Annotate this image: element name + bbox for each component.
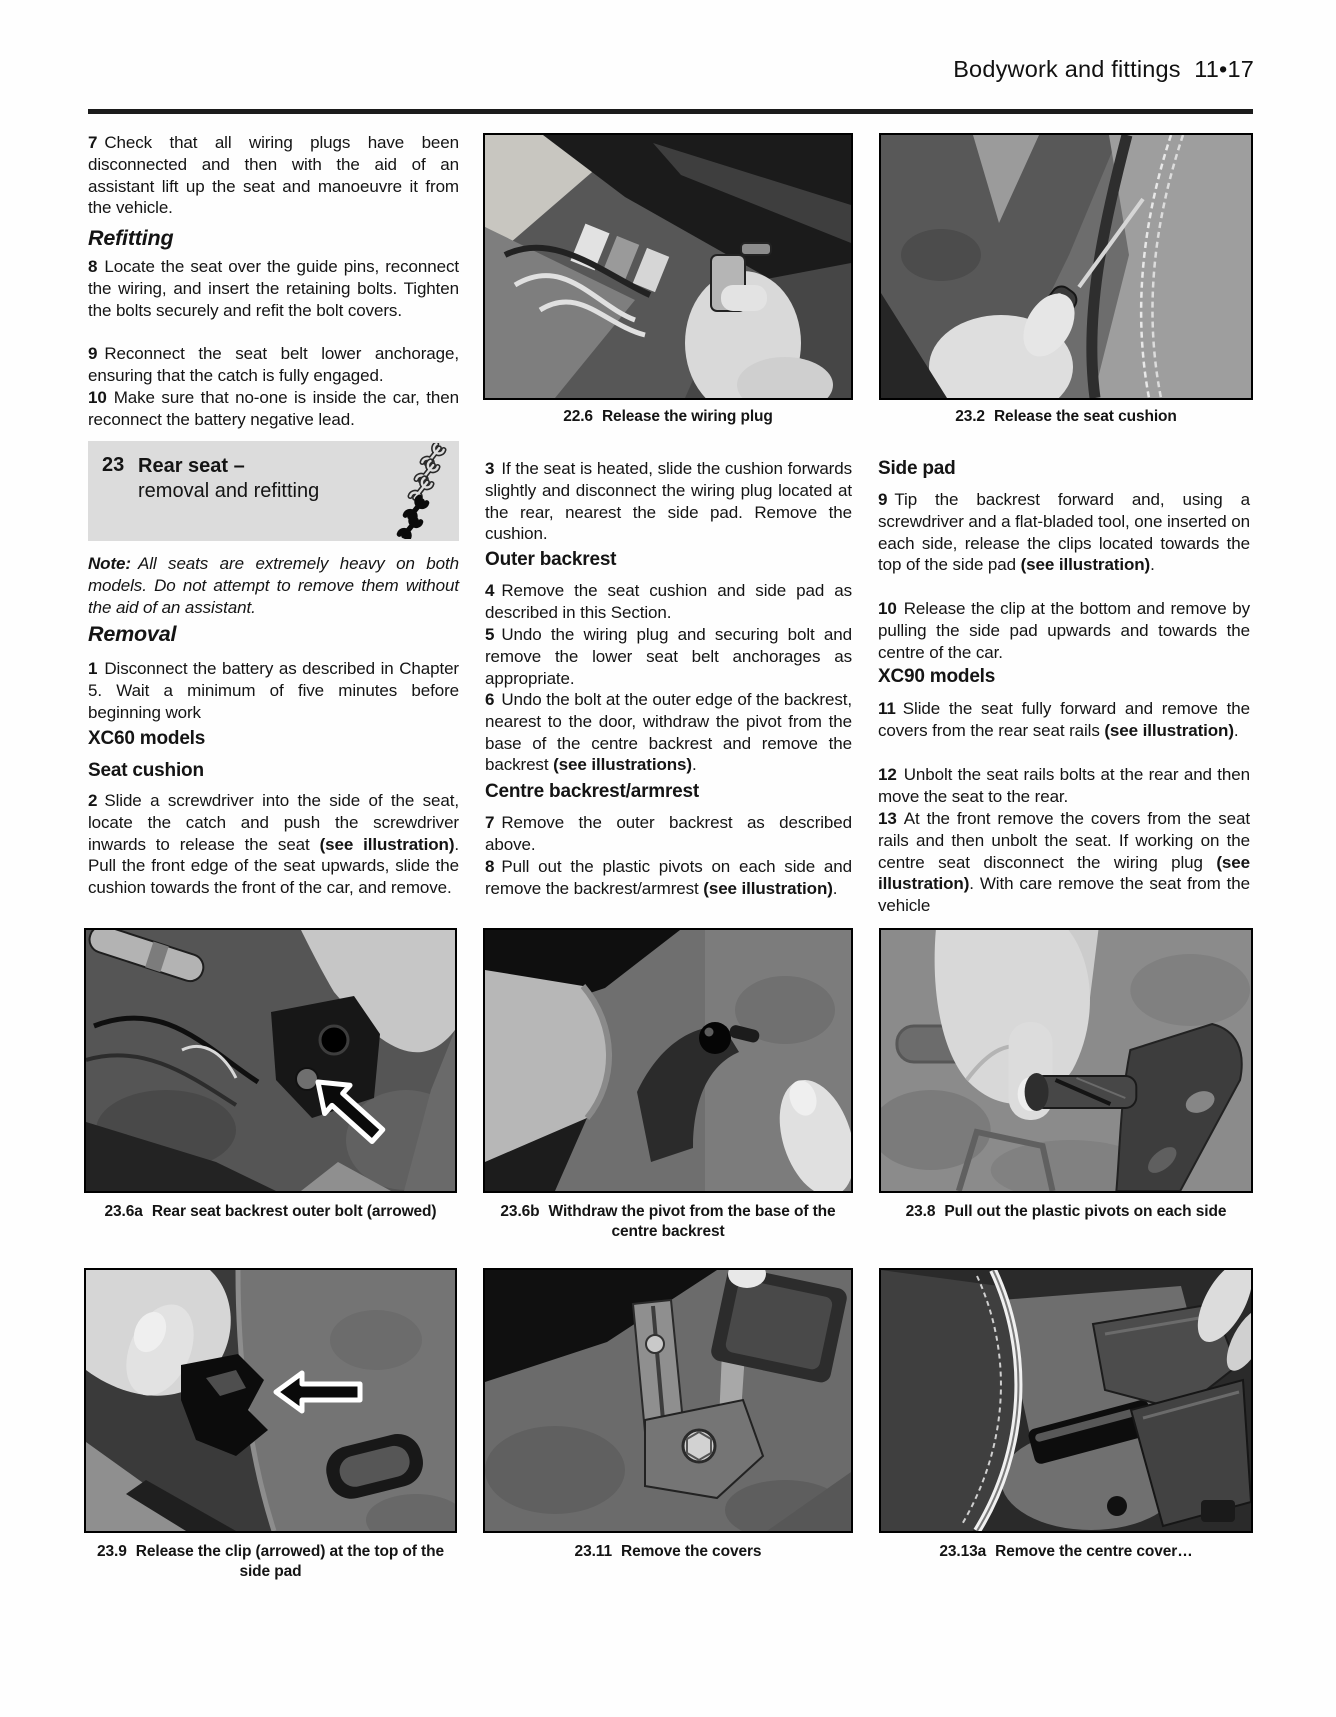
caption-23-6a: 23.6a Rear seat backrest outer bolt (arrowed) — [104, 1203, 437, 1220]
step-8: 8 Locate the seat over the guide pins, reconnect the wiring, and insert the retaining bolts. Tighten the bolts securely and refit the bolt covers. — [88, 257, 459, 320]
photo-23-6b-withdraw-pivot — [483, 928, 853, 1193]
section-number: 23 — [102, 454, 125, 476]
step-9: 9 Reconnect the seat belt lower anchorage, ensuring that the catch is fully engaged. — [88, 344, 459, 385]
caption-23-13a: 23.13a Remove the centre cover… — [939, 1543, 1193, 1560]
heading-xc60-models: XC60 models — [88, 728, 206, 749]
step-13: 13 At the front remove the covers from the seat rails and then unbolt the seat. If working on the centre seat disconnect the wiring plug (see illustration). With care remove the seat from the vehicle — [878, 809, 1250, 916]
caption-23-9: 23.9 Release the clip (arrowed) at the top of the side pad — [96, 1543, 444, 1580]
heading-side-pad: Side pad — [878, 458, 956, 479]
header-title-text: Bodywork and fittings — [953, 56, 1181, 82]
step-3: 3 If the seat is heated, slide the cushion forwards slightly and disconnect the wiring plug located at the rear, nearest the side pad. Remove the cushion. — [485, 459, 852, 544]
section-23-header-box — [88, 441, 459, 541]
step-4: 4 Remove the seat cushion and side pad as described in this Section. — [485, 581, 852, 622]
step-12: 12 Unbolt the seat rails bolts at the rear and then move the seat to the rear. — [878, 765, 1250, 806]
header-page-number: 11•17 — [1194, 56, 1254, 82]
difficulty-wrench-icon — [389, 443, 453, 539]
photo-23-6a-outer-bolt — [84, 928, 457, 1193]
heading-seat-cushion: Seat cushion — [88, 760, 204, 781]
note-paragraph: Note: All seats are extremely heavy on both models. Do not attempt to remove them without the aid of an assistant. — [88, 554, 459, 617]
step-10: 10 Make sure that no-one is inside the car, then reconnect the battery negative lead. — [88, 388, 459, 429]
step-7-centre: 7 Remove the outer backrest as described above. — [485, 813, 852, 854]
step-8-centre: 8 Pull out the plastic pivots on each side and remove the backrest/armrest (see illustration). — [485, 857, 852, 898]
photo-23-2-release-seat-cushion — [879, 133, 1253, 400]
step-11: 11 Slide the seat fully forward and remove the covers from the rear seat rails (see illustration). — [878, 699, 1250, 740]
heading-removal: Removal — [88, 622, 177, 646]
caption-23-11: 23.11 Remove the covers — [574, 1543, 762, 1560]
heading-xc90-models: XC90 models — [878, 666, 996, 687]
step-5: 5 Undo the wiring plug and securing bolt and remove the lower seat belt anchorages as appropriate. — [485, 625, 852, 688]
step-2: 2 Slide a screwdriver into the side of the seat, locate the catch and push the screwdriver inwards to release the seat (see illustration). Pull the front edge of the seat upwards, slide the cushion towards the front of the car, and remove. — [88, 791, 459, 898]
caption-22-6: 22.6 Release the wiring plug — [563, 408, 773, 425]
section-title: Rear seat – removal and refitting — [138, 455, 320, 502]
photo-23-9-release-clip — [84, 1268, 457, 1533]
photo-22-6-release-wiring-plug — [483, 133, 853, 400]
photo-23-11-remove-covers — [483, 1268, 853, 1533]
heading-outer-backrest: Outer backrest — [485, 549, 617, 570]
photo-23-8-plastic-pivot — [879, 928, 1253, 1193]
caption-23-8: 23.8 Pull out the plastic pivots on each side — [905, 1203, 1227, 1220]
step-10-sidepad: 10 Release the clip at the bottom and remove by pulling the side pad upwards and towards the centre of the car. — [878, 599, 1250, 662]
header-rule — [88, 109, 1253, 114]
caption-23-2: 23.2 Release the seat cushion — [955, 408, 1177, 425]
step-7: 7 Check that all wiring plugs have been disconnected and then with the aid of an assistant lift up the seat and manoeuvre it from the vehicle. — [88, 133, 459, 218]
heading-refitting: Refitting — [88, 226, 174, 250]
page-header — [953, 56, 1254, 83]
step-9-sidepad: 9 Tip the backrest forward and, using a screwdriver and a flat-bladed tool, one inserted on each side, release the clips located towards the top of the side pad (see illustration). — [878, 490, 1250, 575]
step-1: 1 Disconnect the battery as described in Chapter 5. Wait a minimum of five minutes before beginning work — [88, 659, 459, 722]
heading-centre-backrest: Centre backrest/armrest — [485, 781, 700, 802]
step-6: 6 Undo the bolt at the outer edge of the backrest, nearest to the door, withdraw the pivot from the base of the centre backrest and remove the backrest (see illustrations). — [485, 690, 852, 775]
caption-23-6b: 23.6b Withdraw the pivot from the base of the centre backrest — [500, 1203, 836, 1240]
photo-23-13a-centre-cover — [879, 1268, 1253, 1533]
